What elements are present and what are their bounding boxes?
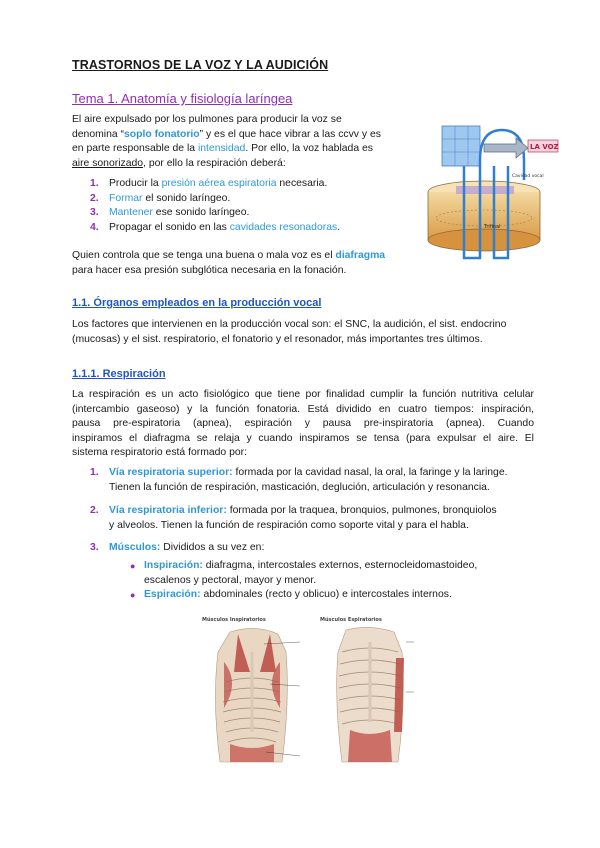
muscles-svg: [200, 612, 422, 782]
inspiratory-title: Músculos Inspiratorios: [202, 617, 266, 623]
organos-line-2: (mucosas) y el sist. respiratorio, el fonatorio y el resonador, más importantes tres últimos.: [72, 333, 483, 345]
step-item: 4. Propagar el sonido en las cavidades resonadoras.: [90, 221, 341, 233]
intro-line-3: en parte responsable de la intensidad. Por ello, la voz hablada es: [72, 143, 373, 155]
intensidad-term: intensidad: [197, 143, 246, 155]
document-page: TRASTORNOS DE LA VOZ Y LA AUDICIÓN Tema 1. Anatomía y fisiología laríngea El aire expulsado por los pulmones para producir la voz se denomina “soplo fonatorio” y es el que hace vibrar a las ccvv y es en parte responsable de la intensidad. Por ello, la voz hablada es aire sonorizado, por ello la respiración deberá: 1. Producir la presión aérea espiratoria necesaria. 2. Formar el sonido laríngeo. 3. Mantener ese sonido laríngeo. 4. Propagar el sonido en las cavidades resonadoras. Quien controla que se tenga una buena o mala voz es el diafragma para hacer esa presión subglótica necesaria en la fonación. LA VOZ Cavidad vocal Trifinal 1.1. Órganos empleados en la producción vocal Los factores que intervienen en la producción vocal son: el SNC, la audición, el sist. endocrino (mucosas) y el sist. respiratorio, el fonatorio y el resonador, más importantes tres últimos. 1.1.1. Respiración La respiración es un acto fisiológico que tiene por finalidad cumplir la función nutritiva celular (intercambio gaseoso) y la función fonatoria. Está dividido en cuatro tiempos: inspiración, pausa pre-espiratoria (apnea), espiración y pausa pre-inspiratoria (apnea). Cuando inspiramos el diafragma se relaja y cuando inspiramos se tensa (para expulsar el aire. El sistema respiratorio está formado por: 1. Vía respiratoria superior: formada por la cavidad nasal, la oral, la faringe y la laringe. Tienen la función de respiración, masticación, deglución, articulación y resonancia. 2. Vía respiratoria inferior: formada por la traquea, bronquios, pulmones, bronquiolos y alveolos. Tienen la función de respiración como soporte vital y para el habla. 3. Músculos: Divididos a su vez en: ● Inspiración: diafragma, intercostales externos, esternocleidomastoideo, escalenos y pectoral, mayor y menor. ● Espiración: abdominales (recto y oblicuo) e intercostales internos. Músculos Inspiratorios Músculos Espiratorios: [0, 0, 600, 848]
step-item: 3. Mantener ese sonido laríngeo.: [90, 207, 250, 219]
resp-line-2: (intercambio gaseoso) y la función fonatoria. Está dividido en cuatro tiempos: inspiración,: [72, 403, 534, 415]
respiracion-paragraph: [72, 388, 534, 461]
organos-line-1: Los factores que intervienen en la producción vocal son: el SNC, la audición, el sist. endocrino: [72, 319, 507, 330]
document-title: TRASTORNOS DE LA VOZ Y LA AUDICIÓN: [72, 58, 329, 72]
step-item: 2. Formar el sonido laríngeo.: [90, 192, 231, 204]
respiratory-muscles-figure: [200, 612, 422, 782]
intro-line-4: aire sonorizado, por ello la respiración deberá:: [72, 157, 286, 169]
respiracion-heading: 1.1.1. Respiración: [72, 368, 166, 380]
diagram-bottom-label: Trifinal: [484, 224, 501, 230]
voice-label: LA VOZ: [530, 143, 559, 151]
expiratory-torso: [337, 627, 414, 762]
steps-list: [90, 177, 420, 235]
cylinder-bottom: [428, 229, 540, 251]
expiratory-title: Músculos Espiratorios: [320, 617, 382, 623]
diaphragm-line-2: para hacer esa presión subglótica necesaria en la fonación.: [72, 264, 347, 276]
resp-line-1: La respiración es un acto fisiológico que tiene por finalidad cumplir la función nutritiva celular: [72, 389, 534, 400]
step-item: 1. Producir la presión aérea espiratoria necesaria.: [90, 178, 328, 189]
diaphragm-line-1: Quien controla que se tenga una buena o mala voz es el diafragma: [72, 250, 386, 261]
soplo-fonatorio-term: soplo fonatorio: [123, 128, 200, 140]
organos-heading: 1.1. Órganos empleados en la producción vocal: [72, 297, 322, 309]
resp-line-3: pausa pre-espiratoria (apnea), espiración y pausa pre-inspiratoria (apnea). Cuando: [72, 418, 534, 430]
diafragma-term: diafragma: [335, 250, 386, 261]
voice-production-diagram: [424, 120, 560, 262]
diagram-mid-label: Cavidad vocal: [512, 174, 544, 179]
voice-diagram-svg: [424, 120, 560, 262]
bullet-icon: ●: [130, 590, 136, 600]
inspiratory-torso: [215, 628, 300, 762]
larynx-box: [442, 126, 480, 166]
intro-line-1: El aire expulsado por los pulmones para producir la voz se: [72, 114, 342, 125]
intro-line-2: denomina “soplo fonatorio” y es el que hace vibrar a las ccvv y es: [72, 128, 381, 140]
bullet-icon: ●: [130, 561, 136, 571]
resp-line-5: sistema respiratorio está formado por:: [72, 447, 247, 459]
tema1-heading: Tema 1. Anatomía y fisiología laríngea: [72, 91, 293, 106]
resp-line-4: inspiramos el diafragma se relaja y cuando inspiramos se tensa (para expulsar el aire. El: [72, 432, 534, 444]
